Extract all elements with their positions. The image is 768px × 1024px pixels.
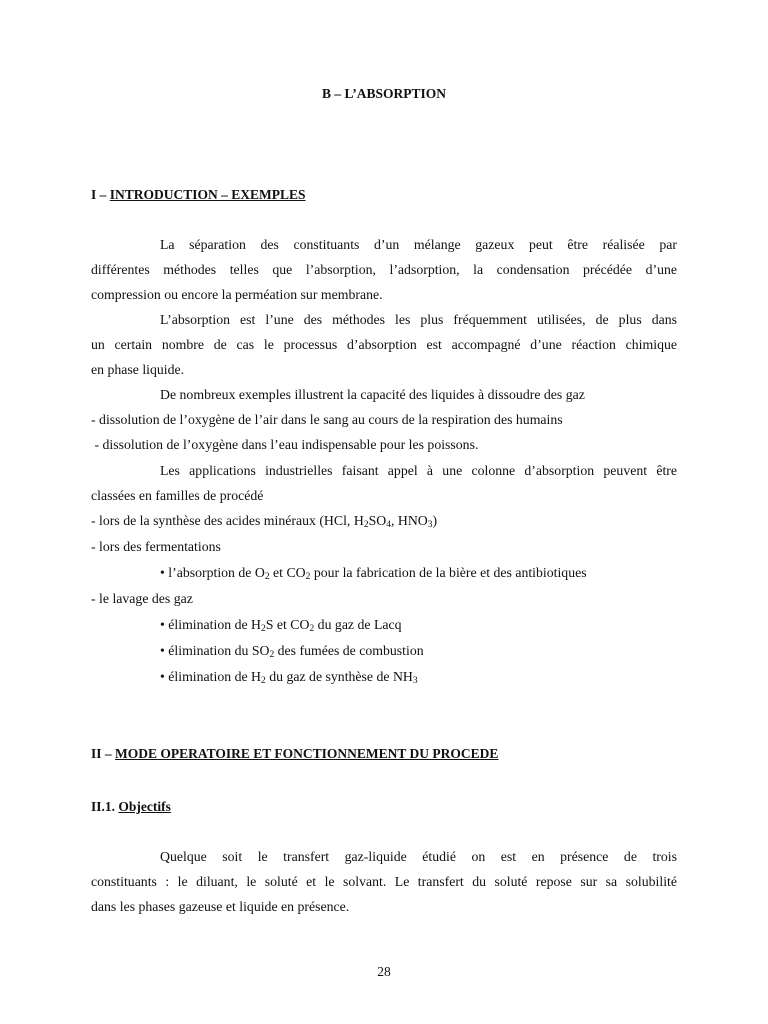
page-number: 28 [377, 964, 391, 979]
section-prefix: II – [91, 746, 116, 761]
bullet-item: • élimination de $H_2S$ et $CO_2$ du gaz de Lacq [160, 617, 402, 634]
bullet-item: • l’absorption de $O_2$ et $CO_2$ pour la fabrication de la bière et des antibiotiques [160, 565, 587, 582]
paragraph-line: Quelque soit le transfert gaz-liquide étudié on est en présence de trois [160, 849, 677, 864]
list-item-lavage: - le lavage des gaz [91, 591, 193, 606]
list-item: - dissolution de l’oxygène dans l’eau indispensable pour les poissons. [91, 437, 479, 452]
bullet-item: • élimination de $H_2$ du gaz de synthèse de $NH_3$ [160, 669, 418, 686]
paragraph-line: constituants : le diluant, le soluté et le solvant. Le transfert du soluté repose sur sa solubilité [91, 874, 677, 889]
list-item-acides: - lors de la synthèse des acides minéraux (HCl, $H_2SO_4$, $HNO_3$) [91, 513, 438, 530]
section-heading-mode-operatoire [91, 746, 498, 762]
paragraph-line: De nombreux exemples illustrent la capacité des liquides à dissoudre des gaz [160, 387, 585, 402]
section-label: MODE OPERATOIRE ET FONCTIONNEMENT DU PROCEDE [115, 746, 499, 761]
section-prefix: II.1. [91, 799, 119, 814]
section-label: INTRODUCTION – EXEMPLES [109, 187, 306, 202]
paragraph-line: compression ou encore la perméation sur membrane. [91, 287, 383, 302]
section-heading-introduction [91, 187, 306, 203]
paragraph-line: un certain nombre de cas le processus d’absorption est accompagné d’une réaction chimique [91, 337, 677, 352]
section-label: Objectifs [118, 799, 171, 814]
paragraph-line: en phase liquide. [91, 362, 185, 377]
paragraph-line: dans les phases gazeuse et liquide en présence. [91, 899, 350, 914]
document-title: B – L’ABSORPTION [321, 86, 447, 101]
section-prefix: I – [91, 187, 110, 202]
list-item-fermentations: - lors des fermentations [91, 539, 221, 554]
paragraph-line: La séparation des constituants d’un mélange gazeux peut être réalisée par [160, 237, 677, 252]
paragraph-line: différentes méthodes telles que l’absorption, l’adsorption, la condensation précédée d’une [91, 262, 677, 277]
paragraph-line: Les applications industrielles faisant appel à une colonne d’absorption peuvent être [160, 463, 677, 478]
paragraph-line: classées en familles de procédé [91, 488, 264, 503]
paragraph-line: L’absorption est l’une des méthodes les plus fréquemment utilisées, de plus dans [160, 312, 677, 327]
bullet-item: • élimination du $SO_2$ des fumées de combustion [160, 643, 424, 660]
list-item: - dissolution de l’oxygène de l’air dans le sang au cours de la respiration des humains [91, 412, 563, 427]
subsection-heading-objectifs [91, 799, 171, 815]
